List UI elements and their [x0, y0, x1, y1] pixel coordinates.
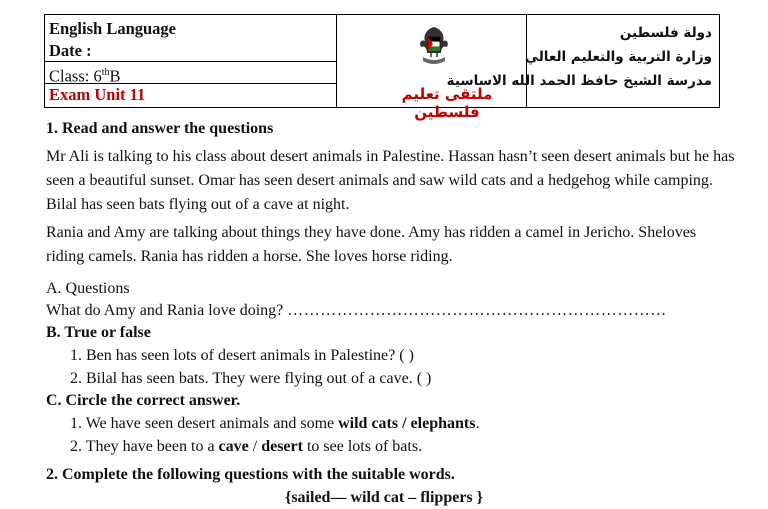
- list-item: 2. They have been to a cave / desert to see lots of bats.: [70, 438, 423, 455]
- q1-title: 1. Read and answer the questions: [46, 120, 274, 137]
- q1-paragraph-2: Rania and Amy are talking about things they have done. Amy has ridden a camel in Jericho. Sheloves riding camels. Rania has ridden a horse. She loves horse riding.: [46, 224, 697, 265]
- list-item: 1. Ben has seen lots of desert animals in Palestine? ( ): [70, 347, 414, 364]
- header-right: [446, 15, 718, 107]
- forum-label: ملتقى تعليم فلسطين: [401, 85, 493, 121]
- answer-blank[interactable]: ……………………………………………………………: [287, 302, 667, 319]
- part-b-title: B. True or false: [46, 324, 151, 341]
- exam-label: Exam Unit 11: [49, 85, 146, 104]
- date-label: Date :: [49, 41, 92, 60]
- subject-label: English Language: [49, 19, 177, 38]
- list-item: 2. Bilal has seen bats. They were flying out of a cave. ( ): [70, 370, 432, 387]
- word-bank: {sailed— wild cat – flippers }: [285, 489, 483, 506]
- list-item: 1. We have seen desert animals and some wild cats / elephants.: [70, 415, 480, 432]
- palestine-emblem-icon: [417, 23, 451, 71]
- q1-paragraph-1: Mr Ali is talking to his class about desert animals in Palestine. Hassan hasn’t seen desert animals but he has seen a beautiful sunset. Omar has seen desert animals and saw wild cats and a hedgehog while camping. Bilal has seen bats flying out of a cave at night.: [46, 148, 735, 213]
- q2-title: 2. Complete the following questions with the suitable words.: [46, 466, 455, 483]
- header-left: [45, 15, 337, 107]
- header-box: [44, 14, 720, 121]
- divider: [45, 61, 336, 62]
- state-label: دولة فلسطين: [619, 25, 712, 41]
- ministry-label: وزارة التربية والتعليم العالي: [525, 49, 712, 65]
- part-a-title: A. Questions: [46, 280, 130, 297]
- divider: [45, 83, 336, 84]
- class-label: Class: 6thB: [49, 66, 121, 86]
- part-a-question: What do Amy and Rania love doing? ……………………………………………………………: [46, 302, 667, 319]
- school-label: مدرسة الشيخ حافظ الحمد الله الاساسية: [446, 73, 712, 89]
- part-c-title: C. Circle the correct answer.: [46, 392, 241, 409]
- header-middle: [337, 15, 527, 121]
